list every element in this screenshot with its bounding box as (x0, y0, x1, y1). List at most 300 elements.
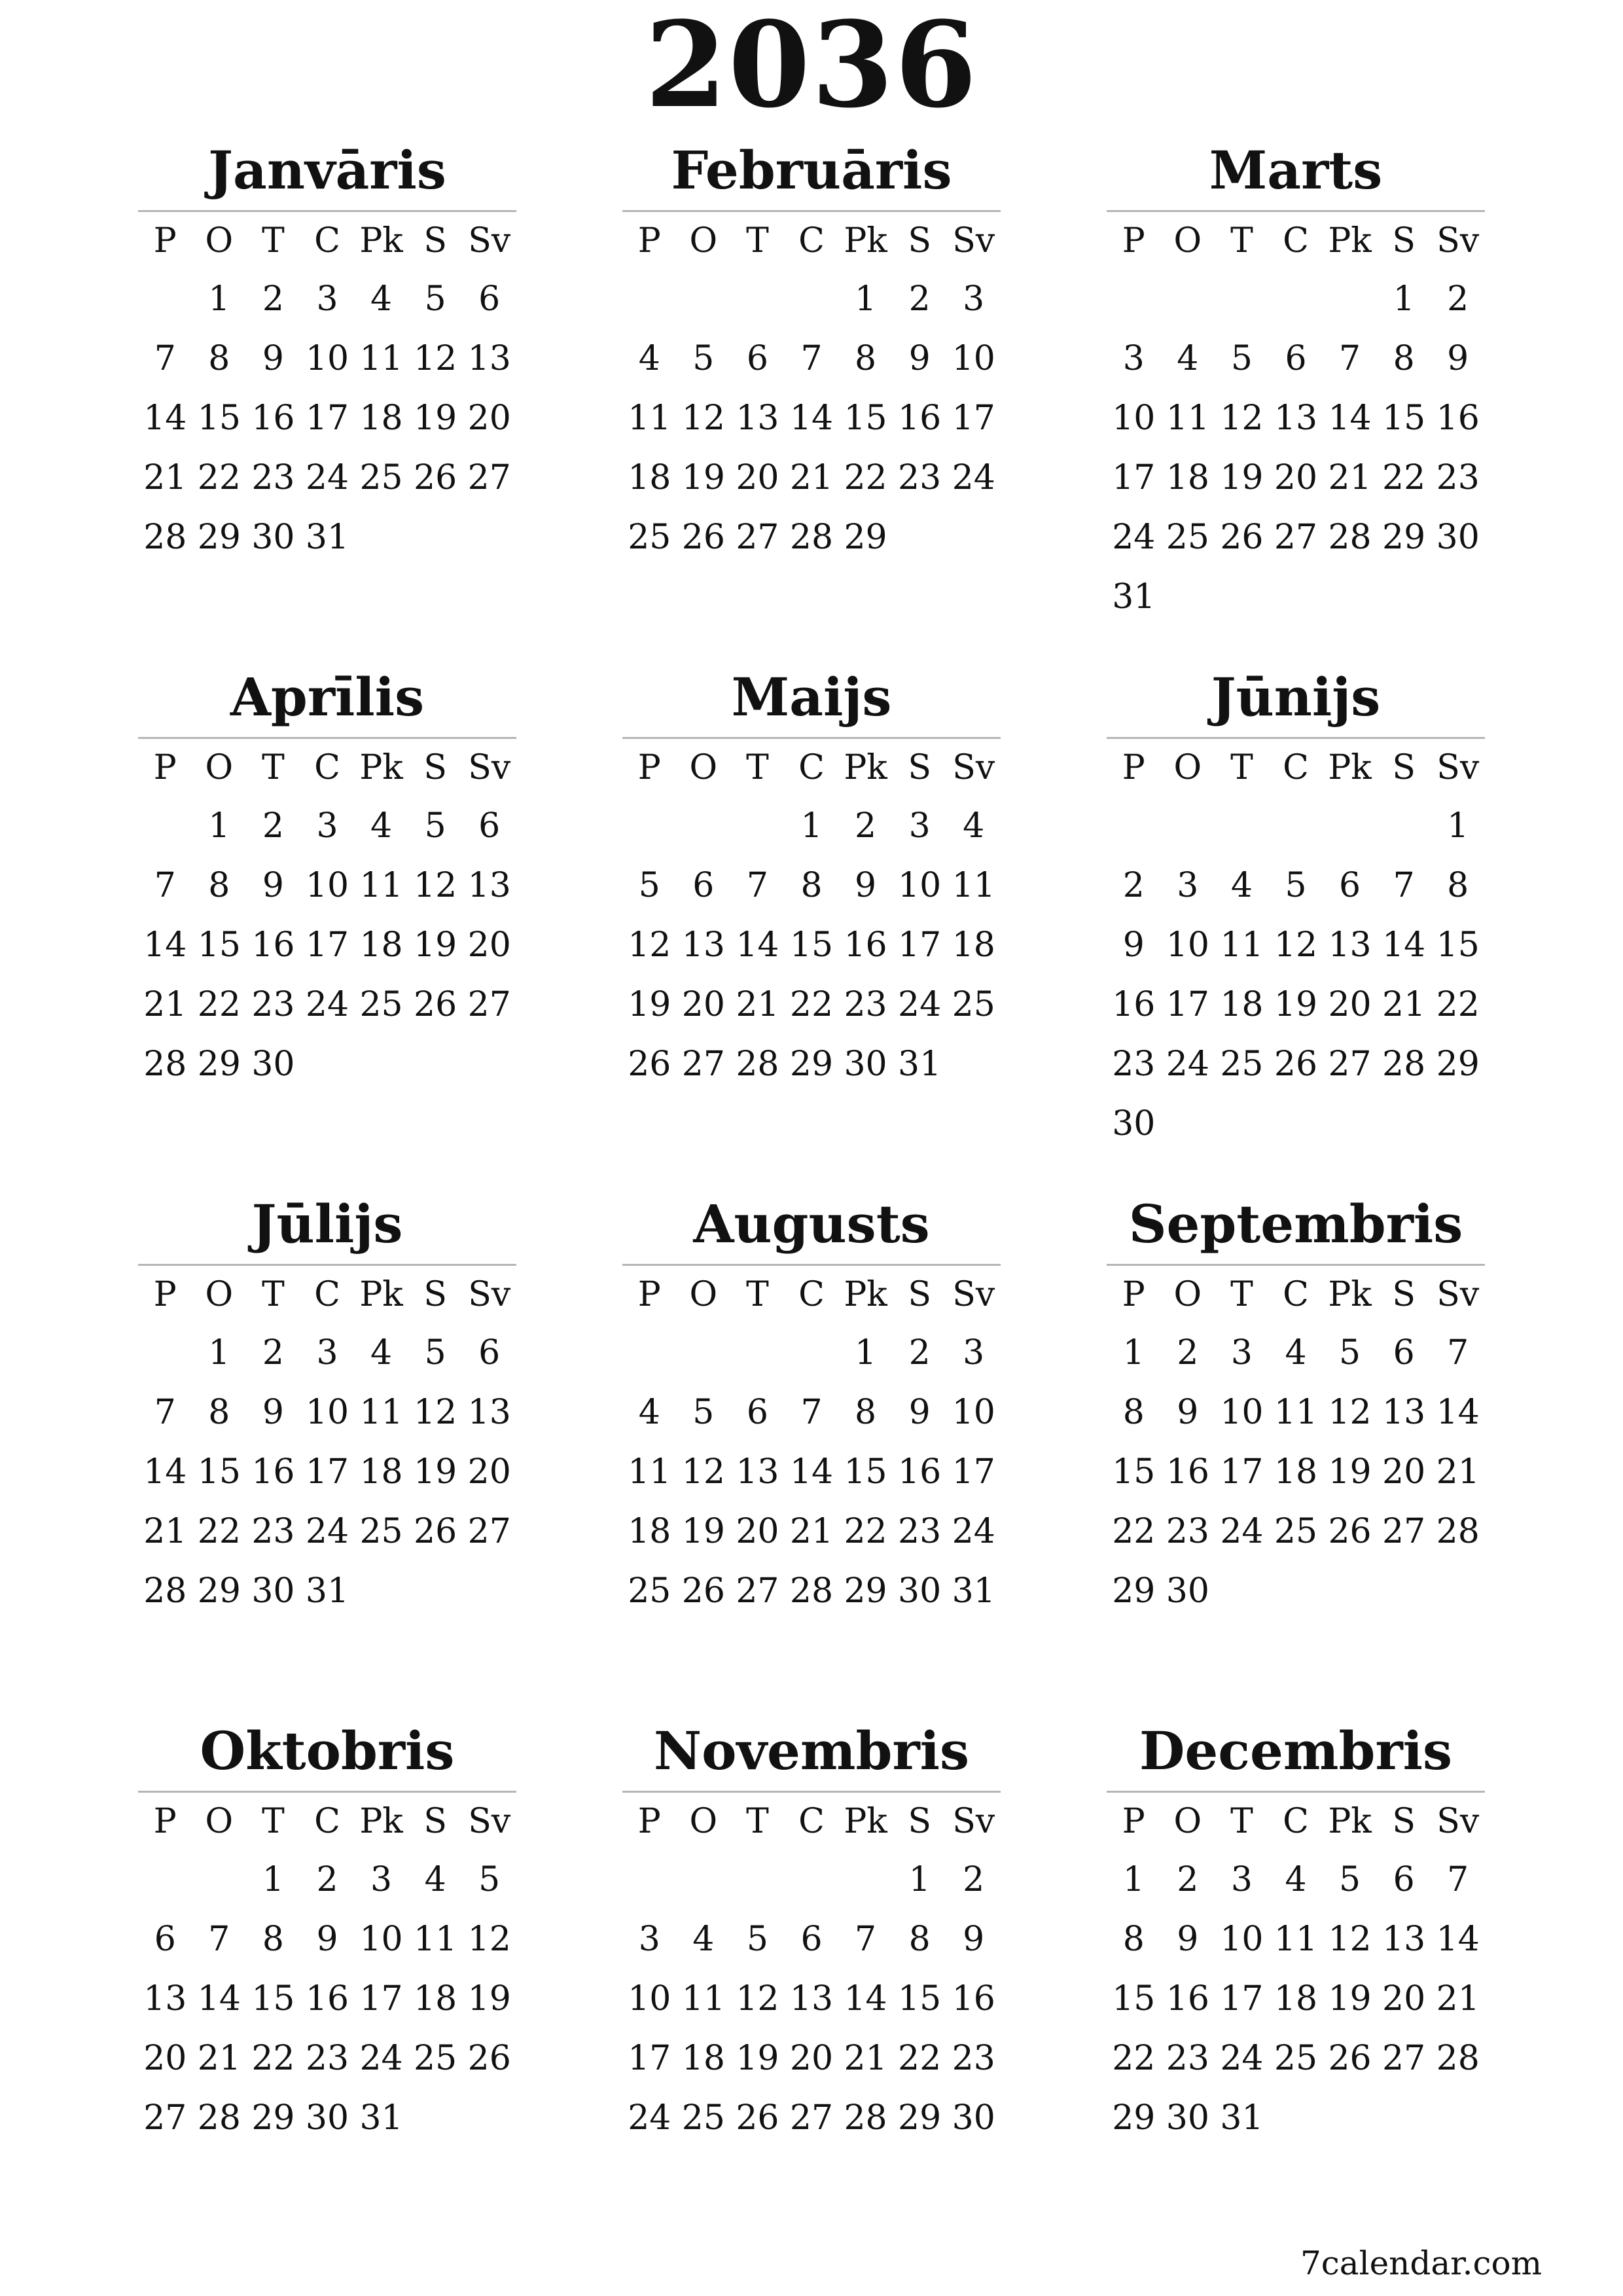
day-cell: 30 (1436, 518, 1480, 557)
day-cell: 21 (789, 458, 834, 497)
day-cell: 28 (1328, 518, 1372, 557)
month-name: Aprīlis (230, 666, 425, 728)
weekday-label: S (1392, 1275, 1416, 1314)
day-cell: 10 (305, 1393, 349, 1432)
day-cell: 9 (262, 339, 284, 378)
day-cell: 8 (1393, 339, 1415, 378)
day-cell: 16 (898, 1452, 942, 1492)
day-cell: 19 (1328, 1452, 1372, 1492)
day-cell: 5 (1230, 339, 1253, 378)
weekday-label: Pk (844, 1275, 887, 1314)
day-cell: 27 (467, 458, 511, 497)
day-grid (622, 797, 1001, 1094)
day-cell: 26 (736, 2098, 779, 2138)
day-cell-empty (622, 1323, 677, 1383)
day-cell: 11 (628, 399, 671, 438)
day-cell: 3 (1177, 866, 1199, 905)
month-name: Janvāris (208, 139, 446, 201)
day-cell: 3 (316, 1333, 338, 1372)
day-cell: 25 (359, 1512, 403, 1551)
day-grid (1107, 1323, 1485, 1621)
day-cell: 28 (197, 2098, 241, 2138)
day-cell: 6 (478, 806, 501, 846)
month-block (622, 661, 1001, 1188)
day-cell: 21 (1328, 458, 1372, 497)
day-cell: 21 (736, 985, 779, 1024)
day-cell: 1 (1122, 1333, 1145, 1372)
day-cell: 3 (1122, 339, 1145, 378)
day-cell: 14 (143, 925, 187, 965)
day-grid (1107, 270, 1485, 627)
day-cell: 21 (1436, 1979, 1480, 2018)
month-block (1107, 134, 1485, 661)
day-cell: 14 (1436, 1393, 1480, 1432)
weekday-label: O (205, 221, 234, 260)
weekday-label: Sv (1436, 1802, 1480, 1841)
day-cell: 4 (1285, 1860, 1307, 1899)
day-grid (622, 1850, 1001, 2148)
day-cell: 24 (1220, 1512, 1264, 1551)
day-cell: 24 (1166, 1045, 1209, 1084)
day-cell-empty (622, 270, 677, 329)
weekday-label: P (153, 1802, 177, 1841)
day-cell: 25 (628, 518, 671, 557)
day-cell: 29 (197, 1045, 241, 1084)
day-cell: 4 (424, 1860, 446, 1899)
weekday-label: C (798, 1802, 825, 1841)
day-cell: 11 (359, 339, 403, 378)
month-name: Jūnijs (1211, 666, 1381, 728)
day-cell: 1 (855, 279, 877, 319)
day-cell: 10 (1220, 1393, 1264, 1432)
month-block (1107, 661, 1485, 1188)
day-cell: 13 (736, 399, 779, 438)
day-cell: 3 (908, 806, 931, 846)
day-cell: 26 (681, 1571, 725, 1611)
day-cell: 26 (1220, 518, 1264, 557)
weekday-label: P (1122, 1275, 1145, 1314)
day-cell: 20 (467, 1452, 511, 1492)
day-cell: 10 (952, 339, 995, 378)
day-cell: 10 (1112, 399, 1156, 438)
day-cell: 15 (844, 1452, 887, 1492)
day-cell: 11 (952, 866, 995, 905)
day-cell: 26 (414, 458, 457, 497)
day-cell: 24 (628, 2098, 671, 2138)
day-cell: 5 (692, 1393, 715, 1432)
day-cell: 4 (370, 806, 393, 846)
day-cell: 26 (628, 1045, 671, 1084)
weekday-label: C (1283, 221, 1309, 260)
day-cell: 2 (262, 806, 284, 846)
day-cell: 29 (197, 1571, 241, 1611)
day-cell: 20 (1328, 985, 1372, 1024)
day-cell-empty (622, 1850, 677, 1910)
day-cell-empty (1107, 797, 1161, 856)
day-cell-empty (138, 797, 192, 856)
day-cell: 8 (208, 1393, 230, 1432)
day-cell: 6 (746, 1393, 768, 1432)
day-cell: 27 (1382, 1512, 1426, 1551)
day-cell: 8 (1447, 866, 1469, 905)
day-cell: 12 (414, 1393, 457, 1432)
day-cell: 18 (359, 1452, 403, 1492)
day-cell: 27 (1328, 1045, 1372, 1084)
day-grid (1107, 1850, 1485, 2148)
weekday-label: P (1122, 748, 1145, 787)
weekday-header (138, 1266, 516, 1323)
day-cell: 1 (1447, 806, 1469, 846)
weekday-label: Pk (359, 748, 403, 787)
day-cell-empty (838, 1850, 893, 1910)
weekday-label: S (423, 748, 447, 787)
day-cell: 4 (370, 1333, 393, 1372)
month-name: Maijs (731, 666, 892, 728)
day-cell: 12 (414, 339, 457, 378)
day-cell: 5 (478, 1860, 501, 1899)
day-cell: 17 (898, 925, 942, 965)
day-cell: 18 (681, 2039, 725, 2078)
day-cell: 22 (898, 2039, 942, 2078)
month-block (138, 1188, 516, 1715)
day-cell-empty (677, 1323, 731, 1383)
day-cell: 24 (305, 985, 349, 1024)
day-cell: 8 (908, 1920, 931, 1959)
weekday-label: T (1230, 1802, 1253, 1841)
months-grid (138, 134, 1485, 2242)
day-cell-empty (1107, 270, 1161, 329)
day-cell: 4 (370, 279, 393, 319)
day-cell: 3 (963, 1333, 985, 1372)
day-cell: 9 (1177, 1920, 1199, 1959)
weekday-label: T (746, 1275, 769, 1314)
day-cell: 18 (628, 458, 671, 497)
weekday-label: P (637, 748, 661, 787)
day-cell: 28 (143, 1571, 187, 1611)
weekday-header (1107, 1266, 1485, 1323)
weekday-label: Pk (844, 748, 887, 787)
weekday-header (138, 1793, 516, 1850)
weekday-label: C (314, 221, 340, 260)
day-cell: 6 (800, 1920, 823, 1959)
day-cell: 22 (197, 458, 241, 497)
day-cell: 7 (1447, 1333, 1469, 1372)
month-block (138, 134, 516, 661)
day-cell: 19 (1328, 1979, 1372, 2018)
weekday-label: C (798, 1275, 825, 1314)
day-cell: 4 (638, 339, 660, 378)
weekday-label: O (1173, 1802, 1202, 1841)
weekday-label: Sv (952, 1275, 995, 1314)
day-cell-empty (1215, 270, 1269, 329)
day-cell: 17 (952, 399, 995, 438)
day-cell: 25 (359, 985, 403, 1024)
day-cell: 18 (1166, 458, 1209, 497)
day-cell: 19 (414, 1452, 457, 1492)
day-cell: 30 (1166, 2098, 1209, 2138)
day-cell: 15 (197, 399, 241, 438)
day-cell: 6 (478, 1333, 501, 1372)
weekday-label: S (908, 1275, 931, 1314)
day-cell: 27 (1274, 518, 1318, 557)
day-cell: 14 (143, 1452, 187, 1492)
day-cell: 20 (467, 399, 511, 438)
day-cell: 26 (1274, 1045, 1318, 1084)
day-cell: 27 (736, 1571, 779, 1611)
day-cell: 20 (681, 985, 725, 1024)
day-cell: 7 (1393, 866, 1415, 905)
day-cell: 12 (628, 925, 671, 965)
day-cell: 21 (844, 2039, 887, 2078)
day-cell: 18 (1274, 1979, 1318, 2018)
day-cell: 18 (359, 399, 403, 438)
day-cell: 27 (1382, 2039, 1426, 2078)
weekday-header (1107, 1793, 1485, 1850)
day-cell: 20 (736, 458, 779, 497)
month-name: Februāris (671, 139, 952, 201)
day-cell: 13 (789, 1979, 834, 2018)
weekday-label: P (153, 1275, 177, 1314)
weekday-label: T (262, 1802, 285, 1841)
day-cell: 19 (414, 399, 457, 438)
month-block (622, 134, 1001, 661)
weekday-label: O (689, 221, 718, 260)
day-cell: 13 (1328, 925, 1372, 965)
day-cell: 18 (628, 1512, 671, 1551)
day-cell: 11 (628, 1452, 671, 1492)
day-cell: 30 (251, 518, 295, 557)
day-cell: 30 (844, 1045, 887, 1084)
day-cell: 7 (800, 339, 823, 378)
day-cell: 9 (1122, 925, 1145, 965)
weekday-header (622, 1266, 1001, 1323)
day-cell: 20 (1274, 458, 1318, 497)
day-cell: 1 (208, 279, 230, 319)
day-grid (138, 1850, 516, 2148)
weekday-label: C (798, 221, 825, 260)
weekday-label: O (1173, 1275, 1202, 1314)
day-cell: 10 (628, 1979, 671, 2018)
day-cell-empty (1323, 270, 1377, 329)
day-cell: 19 (681, 1512, 725, 1551)
day-cell: 7 (746, 866, 768, 905)
day-cell: 24 (359, 2039, 403, 2078)
weekday-label: C (1283, 1802, 1309, 1841)
day-cell: 15 (789, 925, 834, 965)
day-cell: 25 (681, 2098, 725, 2138)
day-cell: 13 (467, 1393, 511, 1432)
weekday-label: Pk (844, 221, 887, 260)
day-cell: 3 (638, 1920, 660, 1959)
day-cell-empty (192, 1850, 247, 1910)
day-cell: 6 (154, 1920, 176, 1959)
day-cell-empty (1161, 797, 1215, 856)
day-cell: 8 (855, 339, 877, 378)
day-cell: 14 (1436, 1920, 1480, 1959)
day-cell: 29 (789, 1045, 834, 1084)
day-cell: 8 (208, 339, 230, 378)
day-cell: 11 (1166, 399, 1209, 438)
month-block (622, 1715, 1001, 2242)
day-cell: 11 (359, 866, 403, 905)
day-cell-empty (138, 1323, 192, 1383)
weekday-label: Sv (1436, 221, 1480, 260)
day-cell: 16 (844, 925, 887, 965)
weekday-label: O (205, 1275, 234, 1314)
day-cell: 10 (1220, 1920, 1264, 1959)
day-cell: 14 (197, 1979, 241, 2018)
day-cell-empty (138, 270, 192, 329)
weekday-label: Sv (468, 748, 511, 787)
day-cell: 5 (692, 339, 715, 378)
day-cell: 29 (898, 2098, 942, 2138)
weekday-header (138, 212, 516, 270)
day-cell: 18 (414, 1979, 457, 2018)
day-cell: 2 (1122, 866, 1145, 905)
day-cell: 14 (789, 399, 834, 438)
day-cell: 14 (844, 1979, 887, 2018)
day-cell: 26 (414, 985, 457, 1024)
day-cell: 27 (467, 985, 511, 1024)
day-cell: 15 (197, 1452, 241, 1492)
weekday-label: P (153, 221, 177, 260)
day-cell: 1 (208, 1333, 230, 1372)
day-cell: 24 (1220, 2039, 1264, 2078)
day-cell: 5 (424, 1333, 446, 1372)
day-cell: 26 (681, 518, 725, 557)
site-credit: 7calendar.com (1300, 2244, 1542, 2282)
day-cell: 6 (1393, 1860, 1415, 1899)
day-cell: 20 (789, 2039, 834, 2078)
day-cell-empty (730, 270, 785, 329)
day-cell: 16 (251, 925, 295, 965)
day-cell: 29 (197, 518, 241, 557)
day-cell: 25 (628, 1571, 671, 1611)
weekday-label: Pk (1328, 748, 1372, 787)
day-cell: 15 (1436, 925, 1480, 965)
day-cell: 17 (359, 1979, 403, 2018)
day-cell: 15 (1112, 1979, 1156, 2018)
day-cell: 8 (855, 1393, 877, 1432)
day-cell: 23 (305, 2039, 349, 2078)
day-cell: 7 (154, 339, 176, 378)
day-cell: 6 (746, 339, 768, 378)
day-cell: 2 (908, 1333, 931, 1372)
day-cell: 24 (952, 1512, 995, 1551)
day-cell: 30 (952, 2098, 995, 2138)
day-cell: 19 (1220, 458, 1264, 497)
day-cell: 9 (262, 866, 284, 905)
weekday-label: T (262, 1275, 285, 1314)
day-cell: 25 (1166, 518, 1209, 557)
day-cell-empty (785, 1323, 839, 1383)
day-cell: 11 (1274, 1393, 1318, 1432)
day-cell: 3 (963, 279, 985, 319)
day-cell-empty (1161, 270, 1215, 329)
day-cell: 29 (1112, 2098, 1156, 2138)
day-cell: 22 (789, 985, 834, 1024)
day-cell: 23 (844, 985, 887, 1024)
day-cell: 3 (1230, 1333, 1253, 1372)
day-cell: 22 (1112, 1512, 1156, 1551)
day-cell: 12 (414, 866, 457, 905)
weekday-label: P (153, 748, 177, 787)
day-cell: 2 (1177, 1333, 1199, 1372)
day-cell: 19 (1274, 985, 1318, 1024)
day-cell: 23 (251, 985, 295, 1024)
day-cell: 1 (1393, 279, 1415, 319)
day-cell: 21 (143, 985, 187, 1024)
day-cell: 31 (952, 1571, 995, 1611)
weekday-label: S (423, 221, 447, 260)
day-cell: 13 (736, 1452, 779, 1492)
weekday-label: Sv (952, 1802, 995, 1841)
day-cell: 28 (1436, 1512, 1480, 1551)
day-cell: 8 (1122, 1920, 1145, 1959)
day-cell: 5 (1285, 866, 1307, 905)
day-cell: 7 (154, 1393, 176, 1432)
day-cell: 12 (1220, 399, 1264, 438)
day-cell: 3 (370, 1860, 393, 1899)
day-cell: 30 (898, 1571, 942, 1611)
day-cell: 14 (1382, 925, 1426, 965)
day-cell: 17 (305, 399, 349, 438)
day-cell: 22 (1112, 2039, 1156, 2078)
day-cell: 9 (963, 1920, 985, 1959)
day-cell: 11 (681, 1979, 725, 2018)
day-cell: 27 (467, 1512, 511, 1551)
day-cell: 1 (855, 1333, 877, 1372)
day-cell: 19 (736, 2039, 779, 2078)
day-cell: 26 (414, 1512, 457, 1551)
day-cell: 16 (251, 399, 295, 438)
day-cell: 1 (208, 806, 230, 846)
weekday-label: S (908, 748, 931, 787)
month-block (138, 661, 516, 1188)
month-name: Jūlijs (251, 1193, 403, 1255)
day-cell: 13 (1382, 1920, 1426, 1959)
day-cell: 28 (789, 1571, 834, 1611)
day-cell: 25 (1274, 1512, 1318, 1551)
day-cell: 28 (143, 518, 187, 557)
day-grid (1107, 797, 1485, 1154)
day-cell-empty (785, 270, 839, 329)
day-cell: 18 (952, 925, 995, 965)
day-cell: 17 (305, 925, 349, 965)
day-cell: 2 (262, 279, 284, 319)
month-name: Oktobris (200, 1720, 455, 1782)
day-cell: 31 (305, 518, 349, 557)
day-cell: 6 (692, 866, 715, 905)
day-cell: 18 (1220, 985, 1264, 1024)
day-cell: 1 (908, 1860, 931, 1899)
day-cell: 14 (143, 399, 187, 438)
day-cell: 16 (952, 1979, 995, 2018)
day-cell: 2 (855, 806, 877, 846)
day-cell: 19 (414, 925, 457, 965)
day-cell: 16 (898, 399, 942, 438)
day-cell: 15 (844, 399, 887, 438)
day-cell: 22 (844, 458, 887, 497)
day-grid (138, 270, 516, 567)
day-cell-empty (785, 1850, 839, 1910)
day-cell: 3 (316, 279, 338, 319)
day-cell: 10 (305, 866, 349, 905)
day-cell: 1 (1122, 1860, 1145, 1899)
day-cell: 19 (681, 458, 725, 497)
day-cell: 1 (800, 806, 823, 846)
weekday-label: O (689, 748, 718, 787)
